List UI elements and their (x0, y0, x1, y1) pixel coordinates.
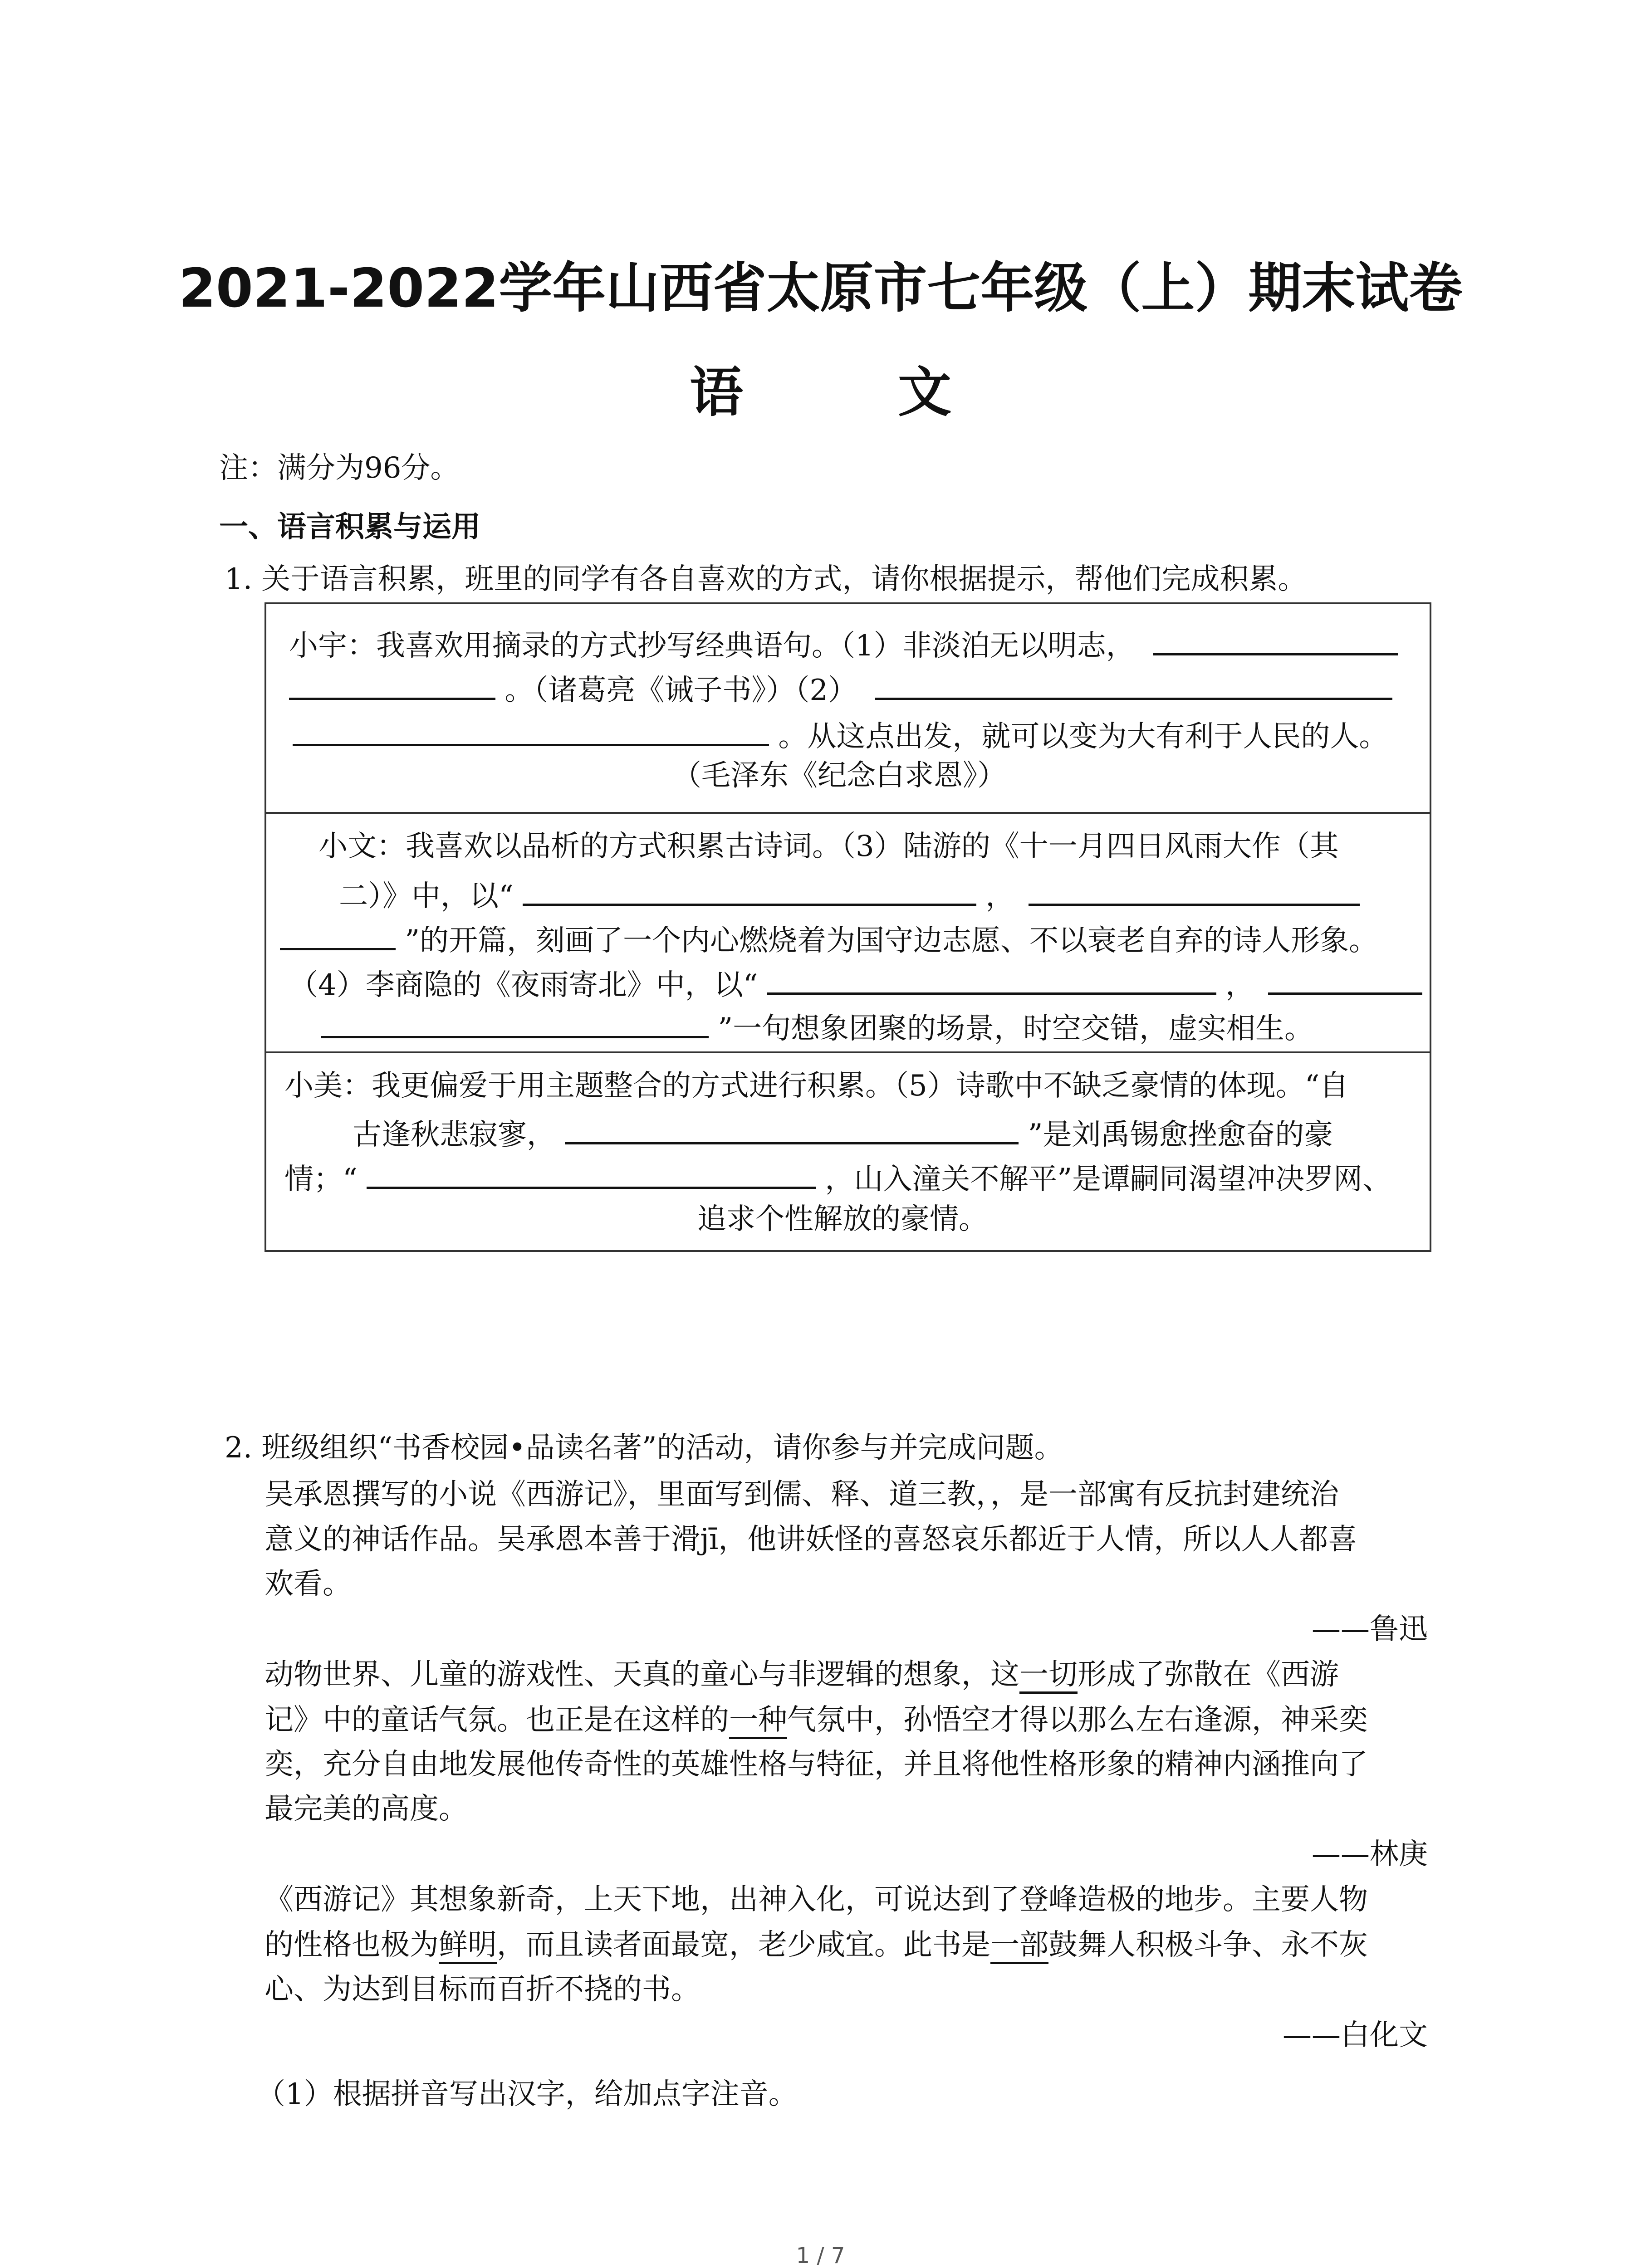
comma: ， (1225, 968, 1255, 1002)
q2-passage1-line1: 吴承恩撰写的小说《西游记》，里面写到儒、释、道三教，，是一部寓有反抗封建统治 (265, 1478, 1339, 1511)
q2-stem: 2. 班级组织“书香校园•品读名著”的活动，请你参与并完成问题。 (225, 1431, 1063, 1465)
xiaomei-line3: 情；“ (284, 1163, 358, 1196)
answer-blank-1a[interactable] (1153, 627, 1398, 655)
xiaomei-line3-end: ，山入潼关不解平”是谭嗣同渴望冲决罗网、 (825, 1163, 1392, 1196)
q2-passage2-line2: 记》中的童话气氛。也正是在这样的一种气氛中，孙悟空才得以那么左右逢源，神采奕 (265, 1706, 1368, 1735)
xiaoyu-line1: 小宇：我喜欢用摘录的方式抄写经典语句。（1）非淡泊无以明志， (289, 629, 1135, 663)
q2-author-luxun: ——鲁迅 (1312, 1613, 1428, 1646)
xiaowen-line4: （4）李商隐的《夜雨寄北》中，以“ (289, 968, 758, 1002)
xiaomei-line1: 小美：我更偏爱于用主题整合的方式进行积累。（5）诗歌中不缺乏豪情的体现。“自 (284, 1069, 1349, 1103)
q2-passage2-line4: 最完美的高度。 (265, 1792, 468, 1826)
underlined-word: 一切 (1019, 1658, 1078, 1694)
q2-author-lingeng: ——林庚 (1312, 1838, 1428, 1871)
xiaoyu-source: （毛泽东《纪念白求恩》） (672, 759, 1006, 792)
comma: ， (985, 880, 1015, 913)
answer-blank-2b[interactable] (293, 718, 769, 746)
q1-table (265, 602, 1431, 1252)
q2-author-baihuawen: ——白化文 (1283, 2019, 1428, 2052)
q1-stem: 1. 关于语言积累，班里的同学有各自喜欢的方式，请你根据提示，帮他们完成积累。 (225, 562, 1307, 596)
score-note: 注：满分为96分。 (219, 451, 460, 485)
q2-passage3-line1: 《西游记》其想象新奇，上天下地，出神入化，可说达到了登峰造极的地步。主要人物 (265, 1883, 1368, 1916)
underlined-word: 鲜明 (439, 1928, 497, 1964)
q2-passage1-line3: 欢看。 (265, 1567, 352, 1601)
q1-row-xiaomei (266, 1051, 1430, 1254)
xiaowen-line1: 小文：我喜欢以品析的方式积累古诗词。（3）陆游的《十一月四日风雨大作（其 (318, 830, 1339, 863)
xiaoyu-line2: 。（诸葛亮《诫子书》）（2） (505, 674, 857, 707)
xiaoyu-line3: 。从这点出发，就可以变为大有利于人民的人。 (778, 720, 1388, 753)
answer-blank-1b[interactable] (289, 671, 495, 700)
answer-blank-3c[interactable] (280, 922, 396, 950)
xiaomei-line2: 古逢秋悲寂寥， (353, 1118, 556, 1152)
xiaowen-line3: ”的开篇，刻画了一个内心燃烧着为国守边志愿、不以衰老自弃的诗人形象。 (405, 924, 1378, 958)
xiaomei-line4: 追求个性解放的豪情。 (697, 1202, 988, 1236)
underlined-word: 一种 (729, 1703, 787, 1739)
answer-blank-4c[interactable] (321, 1010, 709, 1038)
subject-title: 语 文 (689, 361, 1020, 424)
xiaowen-line2: 二）》中，以“ (339, 880, 514, 913)
answer-blank-3b[interactable] (1029, 877, 1360, 906)
q2-passage3-line3: 心、为达到目标而百折不挠的书。 (265, 1973, 700, 2006)
section-heading: 一、语言积累与运用 (219, 510, 480, 544)
exam-title: 2021-2022学年山西省太原市七年级（上）期末试卷 (178, 257, 1463, 319)
q1-row-xiaoyu (266, 604, 1430, 812)
q2-passage2-line1: 动物世界、儿童的游戏性、天真的童心与非逻辑的想象，这一切形成了弥散在《西游 (265, 1660, 1339, 1689)
answer-blank-2a[interactable] (875, 671, 1392, 700)
answer-blank-4a[interactable] (767, 966, 1216, 995)
xiaomei-line2-end: ”是刘禹锡愈挫愈奋的豪 (1028, 1118, 1333, 1152)
q2-passage3-line2: 的性格也极为鲜明，而且读者面最宽，老少咸宜。此书是一部鼓舞人积极斗争、永不灰 (265, 1931, 1368, 1960)
q2-passage1-line2: 意义的神话作品。吴承恩本善于滑jī，他讲妖怪的喜怒哀乐都近于人情，所以人人都喜 (265, 1523, 1357, 1556)
q2-passage2-line3: 奕，充分自由地发展他传奇性的英雄性格与特征，并且将他性格形象的精神内涵推向了 (265, 1748, 1368, 1781)
underlined-word: 一部 (990, 1928, 1048, 1964)
q1-row-xiaowen (266, 812, 1430, 1051)
page-number: 1 / 7 (796, 2243, 845, 2268)
answer-blank-3a[interactable] (523, 877, 976, 906)
answer-blank-5a[interactable] (565, 1116, 1019, 1144)
xiaowen-line5: ”一句想象团聚的场景，时空交错，虚实相生。 (718, 1012, 1314, 1046)
answer-blank-5b[interactable] (367, 1160, 816, 1189)
answer-blank-4b[interactable] (1268, 966, 1422, 995)
q2-subquestion-1: （1）根据拼音写出汉字，给加点字注音。 (256, 2077, 798, 2111)
